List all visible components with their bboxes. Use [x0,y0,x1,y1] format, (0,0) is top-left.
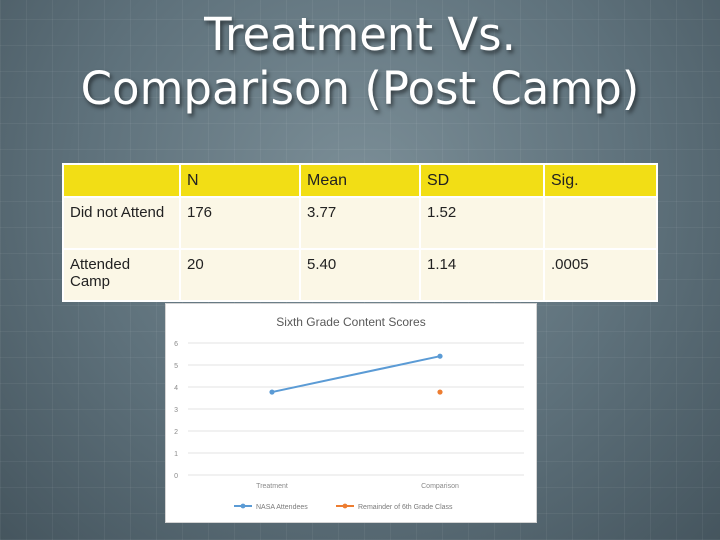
header-cell-mean: Mean [301,165,419,196]
row-label: Attended Camp [64,250,179,300]
cell-n: 176 [181,198,299,248]
cell-mean: 3.77 [301,198,419,248]
table-header-row [64,165,656,196]
chart-svg [166,304,536,522]
slide-title-line1: Treatment Vs. [204,8,516,61]
chart-legend [234,504,453,511]
legend-label: NASA Attendees [256,504,308,511]
data-point [437,354,442,359]
cell-sig [545,198,656,248]
cell-n: 20 [181,250,299,300]
chart-series [269,354,442,395]
chart-x-ticks [256,483,459,490]
line-chart [165,303,537,523]
legend-swatch-marker [343,504,348,509]
x-tick-label: Comparison [421,483,459,490]
y-tick-label: 6 [174,341,178,348]
table-row [64,198,656,248]
data-point [437,389,442,394]
y-tick-label: 0 [174,473,178,480]
y-tick-label: 2 [174,429,178,436]
legend-label: Remainder of 6th Grade Class [358,504,453,511]
y-tick-label: 5 [174,363,178,370]
table-row [64,250,656,300]
cell-mean: 5.40 [301,250,419,300]
cell-sd: 1.14 [421,250,543,300]
y-tick-label: 4 [174,385,178,392]
x-tick-label: Treatment [256,483,288,490]
slide-title-line2: Comparison (Post Camp) [80,62,640,115]
header-cell-n: N [181,165,299,196]
slide-title [0,8,720,116]
cell-sd: 1.52 [421,198,543,248]
chart-title: Sixth Grade Content Scores [276,315,426,329]
chart-gridlines [188,343,524,475]
stats-table [62,163,658,302]
legend-swatch-marker [241,504,246,509]
y-tick-label: 3 [174,407,178,414]
cell-sig: .0005 [545,250,656,300]
header-cell-sd: SD [421,165,543,196]
chart-y-ticks [174,341,178,480]
data-point [269,389,274,394]
header-cell-sig: Sig. [545,165,656,196]
header-cell-blank [64,165,179,196]
row-label: Did not Attend [64,198,179,248]
y-tick-label: 1 [174,451,178,458]
